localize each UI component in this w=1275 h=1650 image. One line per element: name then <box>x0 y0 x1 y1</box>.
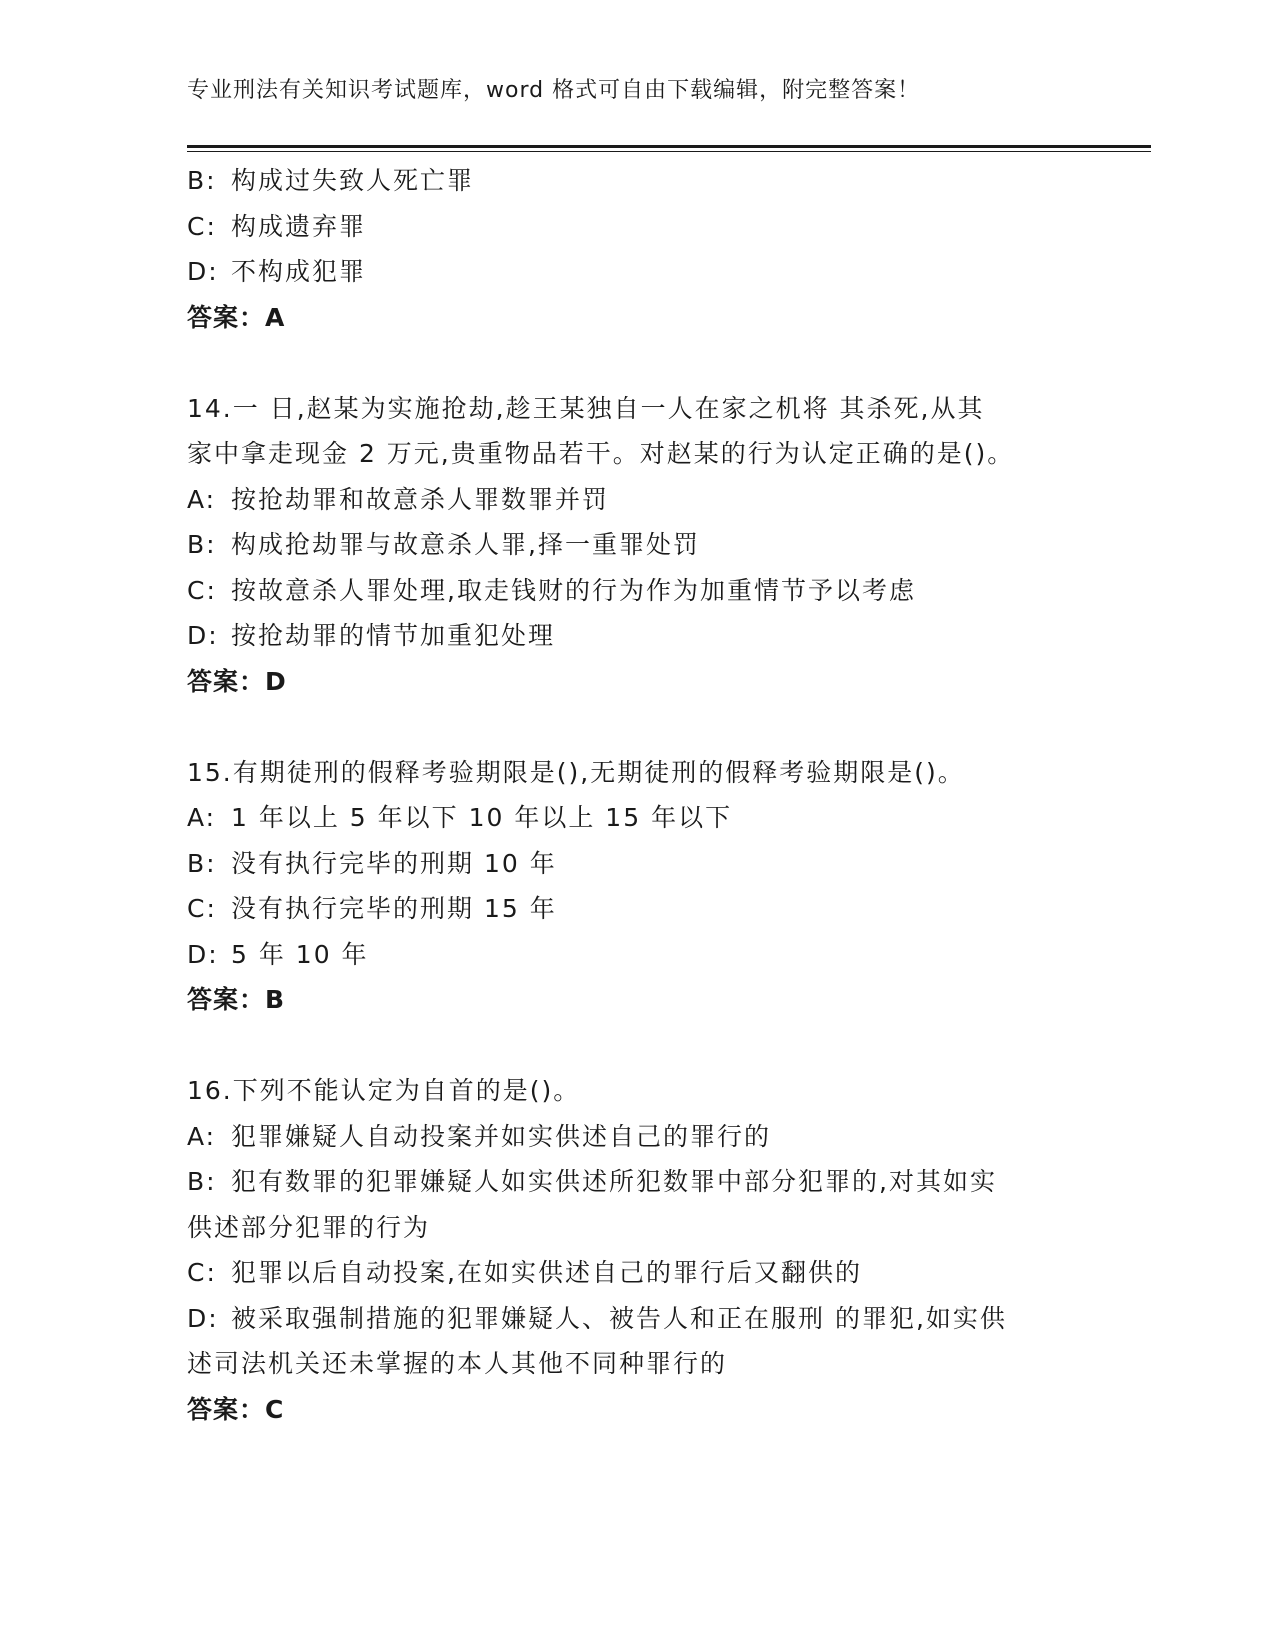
option-d <box>187 932 1087 978</box>
option-text: 按抢劫罪的情节加重犯处理 <box>231 621 556 650</box>
option-text: 不构成犯罪 <box>231 257 367 286</box>
option-d <box>187 1296 1087 1342</box>
spacer <box>187 340 1087 386</box>
answer-line: 答案：D <box>187 666 287 696</box>
option-b <box>187 522 1087 568</box>
option-letter: D: <box>187 257 219 286</box>
option-text: 犯罪以后自动投案,在如实供述自己的罪行后又翻供的 <box>231 1258 862 1287</box>
option-text: 构成抢劫罪与故意杀人罪,择一重罪处罚 <box>231 530 700 559</box>
option-d <box>187 249 1087 295</box>
question-stem: 16.下列不能认定为自首的是()。 <box>187 1076 581 1105</box>
question-stem-cont: 家中拿走现金 2 万元,贵重物品若干。对赵某的行为认定正确的是()。 <box>187 439 1015 468</box>
option-a <box>187 477 1087 523</box>
option-letter: C: <box>187 575 217 605</box>
option-text-cont: 述司法机关还未掌握的本人其他不同种罪行的 <box>187 1349 728 1378</box>
option-c <box>187 204 1087 250</box>
option-letter: B: <box>187 530 217 559</box>
option-c <box>187 568 1087 614</box>
option-text: 1 年以上 5 年以下 10 年以上 15 年以下 <box>231 803 733 832</box>
option-letter: D: <box>187 1303 219 1333</box>
question-stem: 14.一 日,赵某为实施抢劫,趁王某独自一人在家之机将 其杀死,从其 <box>187 393 985 423</box>
option-letter: D: <box>187 621 219 650</box>
option-letter: D: <box>187 939 219 969</box>
option-text: 按抢劫罪和故意杀人罪数罪并罚 <box>231 484 610 514</box>
option-letter: C: <box>187 1258 217 1287</box>
option-c <box>187 1250 1087 1296</box>
question-content <box>187 158 1087 1432</box>
option-text: 5 年 10 年 <box>231 939 369 969</box>
option-b <box>187 841 1087 887</box>
answer-line: 答案：B <box>187 985 286 1014</box>
header-rule-thin <box>187 151 1151 152</box>
answer-line: 答案：C <box>187 1394 285 1424</box>
spacer <box>187 1023 1087 1069</box>
option-letter: B: <box>187 166 217 195</box>
option-text-cont: 供述部分犯罪的行为 <box>187 1212 431 1242</box>
option-text: 犯罪嫌疑人自动投案并如实供述自己的罪行的 <box>231 1121 772 1151</box>
option-letter: A: <box>187 1121 217 1151</box>
option-text: 构成过失致人死亡罪 <box>231 166 475 195</box>
spacer <box>187 704 1087 750</box>
option-text: 没有执行完毕的刑期 15 年 <box>231 894 557 923</box>
option-letter: C: <box>187 894 217 923</box>
option-a <box>187 1114 1087 1160</box>
question-stem: 15.有期徒刑的假释考验期限是(),无期徒刑的假释考验期限是()。 <box>187 757 965 787</box>
option-text: 被采取强制措施的犯罪嫌疑人、被告人和正在服刑 的罪犯,如实供 <box>231 1303 1007 1333</box>
option-letter: B: <box>187 848 217 878</box>
option-text: 构成遗弃罪 <box>231 211 367 241</box>
option-letter: B: <box>187 1167 217 1196</box>
option-b <box>187 1159 1087 1205</box>
option-c <box>187 886 1087 932</box>
option-b <box>187 158 1087 204</box>
option-letter: A: <box>187 803 217 832</box>
page-header: 专业刑法有关知识考试题库，word 格式可自由下载编辑，附完整答案！ <box>187 78 921 103</box>
option-a <box>187 795 1087 841</box>
option-d <box>187 613 1087 659</box>
header-rule-thick <box>187 145 1151 148</box>
option-letter: A: <box>187 484 217 514</box>
option-letter: C: <box>187 211 217 241</box>
option-text: 按故意杀人罪处理,取走钱财的行为作为加重情节予以考虑 <box>231 575 916 605</box>
option-text: 犯有数罪的犯罪嫌疑人如实供述所犯数罪中部分犯罪的,对其如实 <box>231 1167 997 1196</box>
option-text: 没有执行完毕的刑期 10 年 <box>231 848 557 878</box>
answer-line: 答案：A <box>187 302 286 332</box>
